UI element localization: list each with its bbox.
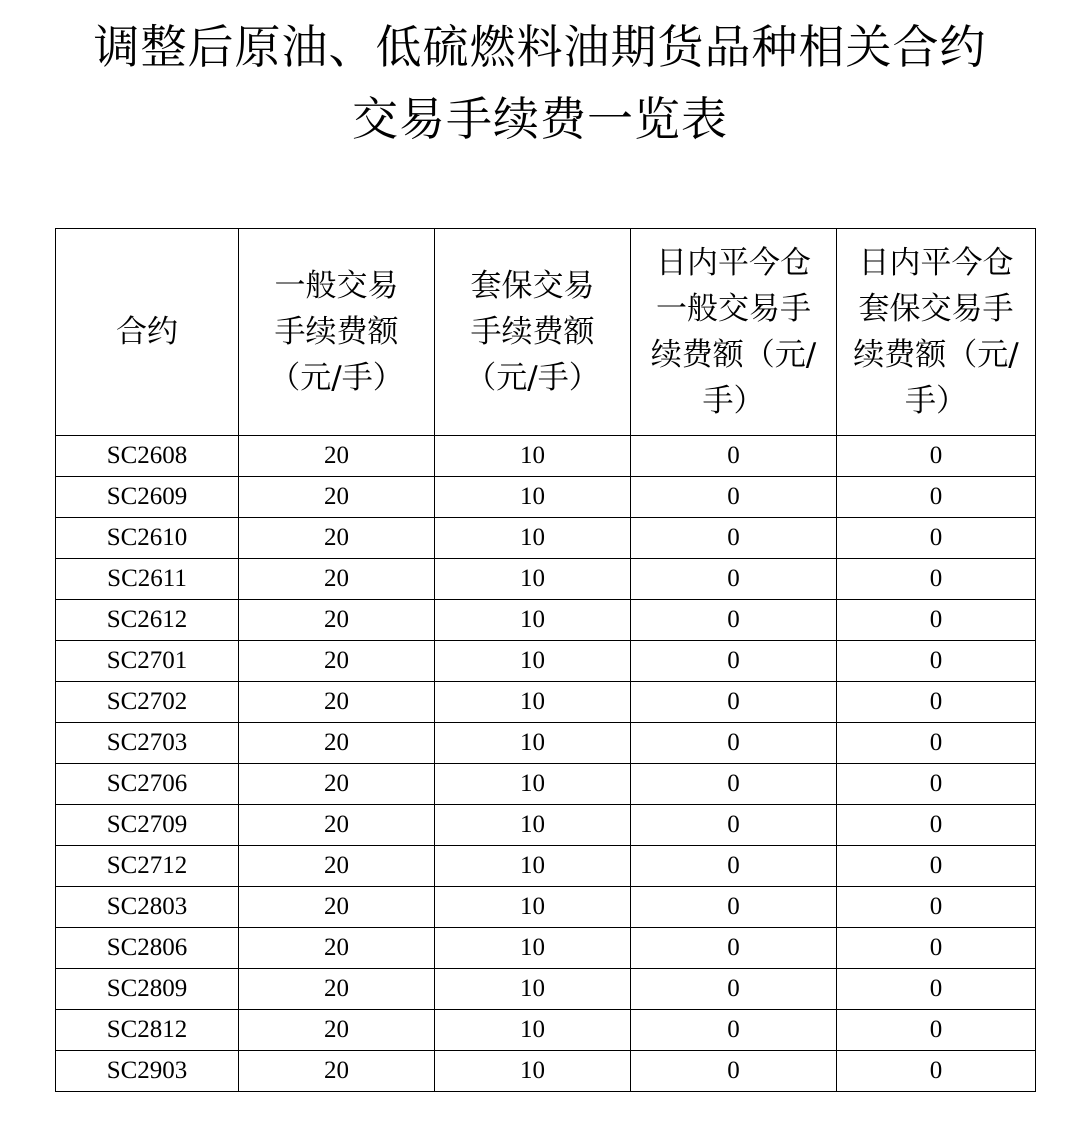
cell-intraday-general-fee: 0 (631, 1051, 837, 1092)
header-intraday-general-fee (631, 229, 837, 436)
cell-general-fee: 20 (239, 641, 435, 682)
cell-intraday-general-fee: 0 (631, 887, 837, 928)
table-row (56, 682, 1036, 723)
table-body (56, 436, 1036, 1092)
cell-hedge-fee: 10 (435, 723, 631, 764)
header-line: 日内平今仓 (858, 245, 1014, 281)
header-intraday-hedge-fee (837, 229, 1036, 436)
cell-contract: SC2611 (56, 559, 239, 600)
cell-intraday-general-fee: 0 (631, 928, 837, 969)
table-row (56, 641, 1036, 682)
cell-intraday-hedge-fee: 0 (837, 559, 1036, 600)
cell-hedge-fee: 10 (435, 600, 631, 641)
table-row (56, 1010, 1036, 1051)
cell-general-fee: 20 (239, 559, 435, 600)
cell-intraday-hedge-fee: 0 (837, 1051, 1036, 1092)
cell-general-fee: 20 (239, 477, 435, 518)
header-line: 手续费额 (274, 314, 399, 350)
cell-intraday-hedge-fee: 0 (837, 600, 1036, 641)
cell-contract: SC2812 (56, 1010, 239, 1051)
cell-intraday-hedge-fee: 0 (837, 764, 1036, 805)
cell-general-fee: 20 (239, 682, 435, 723)
cell-contract: SC2803 (56, 887, 239, 928)
header-line: 续费额（元/ (650, 337, 817, 373)
cell-intraday-hedge-fee: 0 (837, 518, 1036, 559)
cell-contract: SC2809 (56, 969, 239, 1010)
table-row (56, 805, 1036, 846)
table-row (56, 969, 1036, 1010)
header-line: 续费额（元/ (853, 337, 1019, 373)
cell-contract: SC2609 (56, 477, 239, 518)
cell-hedge-fee: 10 (435, 1051, 631, 1092)
header-line: （元/手） (269, 360, 404, 396)
cell-general-fee: 20 (239, 846, 435, 887)
header-line: （元/手） (465, 360, 600, 396)
fee-table (55, 228, 1036, 1092)
cell-intraday-hedge-fee: 0 (837, 969, 1036, 1010)
cell-contract: SC2608 (56, 436, 239, 477)
cell-general-fee: 20 (239, 1010, 435, 1051)
cell-contract: SC2701 (56, 641, 239, 682)
cell-intraday-hedge-fee: 0 (837, 641, 1036, 682)
cell-intraday-general-fee: 0 (631, 600, 837, 641)
table-row (56, 723, 1036, 764)
cell-intraday-hedge-fee: 0 (837, 682, 1036, 723)
header-line: 手） (905, 383, 967, 419)
cell-intraday-general-fee: 0 (631, 723, 837, 764)
cell-intraday-hedge-fee: 0 (837, 928, 1036, 969)
cell-hedge-fee: 10 (435, 764, 631, 805)
header-line: 套保交易 (470, 268, 595, 304)
table-row (56, 436, 1036, 477)
cell-general-fee: 20 (239, 887, 435, 928)
header-line: 手续费额 (470, 314, 595, 350)
cell-intraday-general-fee: 0 (631, 641, 837, 682)
header-row (56, 229, 1036, 436)
cell-hedge-fee: 10 (435, 887, 631, 928)
table-row (56, 600, 1036, 641)
cell-contract: SC2610 (56, 518, 239, 559)
cell-contract: SC2903 (56, 1051, 239, 1092)
cell-intraday-hedge-fee: 0 (837, 805, 1036, 846)
cell-intraday-hedge-fee: 0 (837, 477, 1036, 518)
cell-intraday-hedge-fee: 0 (837, 723, 1036, 764)
cell-hedge-fee: 10 (435, 518, 631, 559)
cell-intraday-general-fee: 0 (631, 764, 837, 805)
cell-general-fee: 20 (239, 600, 435, 641)
cell-contract: SC2712 (56, 846, 239, 887)
cell-contract: SC2706 (56, 764, 239, 805)
cell-general-fee: 20 (239, 969, 435, 1010)
cell-intraday-general-fee: 0 (631, 518, 837, 559)
cell-contract: SC2806 (56, 928, 239, 969)
cell-general-fee: 20 (239, 928, 435, 969)
header-line: 一般交易手 (656, 291, 811, 327)
page-title-line-1: 调整后原油、低硫燃料油期货品种相关合约 (93, 20, 987, 74)
cell-contract: SC2703 (56, 723, 239, 764)
cell-hedge-fee: 10 (435, 641, 631, 682)
cell-general-fee: 20 (239, 723, 435, 764)
cell-hedge-fee: 10 (435, 846, 631, 887)
cell-hedge-fee: 10 (435, 477, 631, 518)
cell-intraday-general-fee: 0 (631, 682, 837, 723)
cell-hedge-fee: 10 (435, 436, 631, 477)
cell-hedge-fee: 10 (435, 559, 631, 600)
cell-hedge-fee: 10 (435, 969, 631, 1010)
cell-intraday-general-fee: 0 (631, 969, 837, 1010)
cell-intraday-general-fee: 0 (631, 846, 837, 887)
cell-general-fee: 20 (239, 764, 435, 805)
cell-intraday-general-fee: 0 (631, 805, 837, 846)
cell-intraday-hedge-fee: 0 (837, 1010, 1036, 1051)
table-row (56, 477, 1036, 518)
cell-intraday-hedge-fee: 0 (837, 887, 1036, 928)
header-hedge-fee (435, 229, 631, 436)
table-row (56, 846, 1036, 887)
header-general-fee (239, 229, 435, 436)
cell-hedge-fee: 10 (435, 928, 631, 969)
table-row (56, 887, 1036, 928)
header-line: 日内平今仓 (656, 245, 811, 281)
cell-contract: SC2709 (56, 805, 239, 846)
cell-intraday-hedge-fee: 0 (837, 436, 1036, 477)
cell-intraday-general-fee: 0 (631, 436, 837, 477)
cell-intraday-hedge-fee: 0 (837, 846, 1036, 887)
table-row (56, 518, 1036, 559)
cell-hedge-fee: 10 (435, 805, 631, 846)
cell-contract: SC2612 (56, 600, 239, 641)
cell-intraday-general-fee: 0 (631, 477, 837, 518)
cell-intraday-general-fee: 0 (631, 559, 837, 600)
cell-hedge-fee: 10 (435, 1010, 631, 1051)
header-line: 合约 (116, 314, 178, 350)
table-row (56, 764, 1036, 805)
cell-general-fee: 20 (239, 518, 435, 559)
cell-general-fee: 20 (239, 805, 435, 846)
table-row (56, 559, 1036, 600)
cell-general-fee: 20 (239, 1051, 435, 1092)
header-line: 套保交易手 (858, 291, 1014, 327)
header-contract (56, 229, 239, 436)
cell-intraday-general-fee: 0 (631, 1010, 837, 1051)
cell-contract: SC2702 (56, 682, 239, 723)
page-title-line-2: 交易手续费一览表 (352, 92, 728, 146)
cell-general-fee: 20 (239, 436, 435, 477)
cell-hedge-fee: 10 (435, 682, 631, 723)
header-line: 手） (702, 383, 765, 419)
header-line: 一般交易 (274, 268, 399, 304)
table-row (56, 928, 1036, 969)
table-row (56, 1051, 1036, 1092)
table-header (56, 229, 1036, 436)
